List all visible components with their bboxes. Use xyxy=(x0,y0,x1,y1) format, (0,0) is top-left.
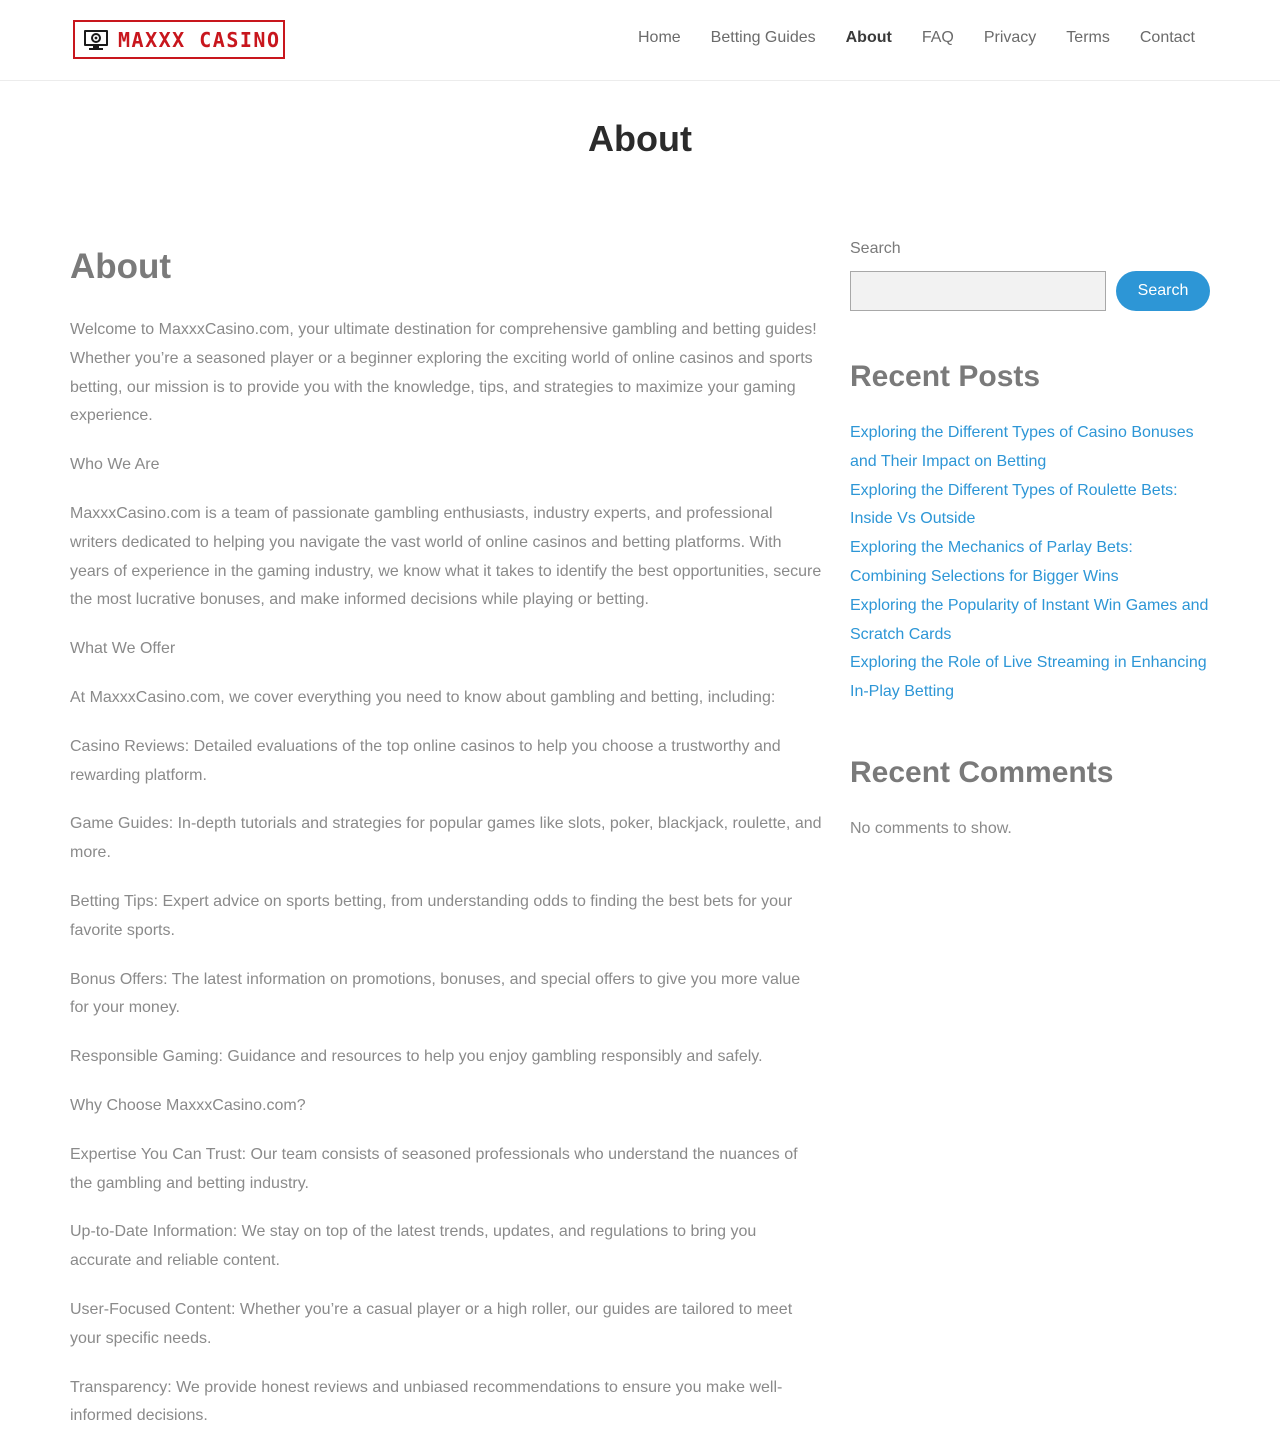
offer-game-guides: Game Guides: In-depth tutorials and strategies for popular games like slots, poker, blackjack, roulette, and more. xyxy=(70,815,822,862)
recent-posts-list xyxy=(850,419,1212,707)
search-button[interactable]: Search xyxy=(1116,271,1210,311)
why-expertise: Expertise You Can Trust: Our team consists of seasoned professionals who understand the nuances of the gambling and betting industry. xyxy=(70,1145,798,1192)
list-item xyxy=(850,649,1212,707)
offer-casino-reviews: Casino Reviews: Detailed evaluations of the top online casinos to help you choose a trustworthy and rewarding platform. xyxy=(70,737,781,784)
offer-bonus-offers: Bonus Offers: The latest information on promotions, bonuses, and special offers to give you more value for your money. xyxy=(70,970,801,1017)
content-heading: About xyxy=(70,247,172,286)
offer-responsible-gaming: Responsible Gaming: Guidance and resources to help you enjoy gambling responsibly and safely. xyxy=(70,1048,763,1066)
why-user-focused: User-Focused Content: Whether you’re a casual player or a high roller, our guides are tailored to meet your specific needs. xyxy=(70,1300,793,1347)
nav-terms[interactable]: Terms xyxy=(1066,29,1110,46)
recent-post-link[interactable]: Exploring the Different Types of Casino Bonuses and Their Impact on Betting xyxy=(850,424,1194,470)
page-title: About xyxy=(588,118,692,159)
nav-contact[interactable]: Contact xyxy=(1139,29,1195,46)
no-comments-text: No comments to show. xyxy=(850,819,1012,837)
section-what-we-offer: What We Offer xyxy=(70,640,176,658)
recent-post-link[interactable]: Exploring the Mechanics of Parlay Bets: Combining Selections for Bigger Wins xyxy=(850,539,1133,585)
recent-posts-title: Recent Posts xyxy=(850,360,1041,393)
site-header xyxy=(0,0,1280,81)
nav-faq[interactable]: FAQ xyxy=(921,29,954,46)
offer-betting-tips: Betting Tips: Expert advice on sports betting, from understanding odds to finding the best bets for your favorite sports. xyxy=(70,892,793,939)
site-logo[interactable] xyxy=(73,20,285,59)
search-label: Search xyxy=(850,240,901,257)
who-we-are-paragraph: MaxxxCasino.com is a team of passionate gambling enthusiasts, industry experts, and professional writers dedicated to helping you navigate the vast world of online casinos and betting platforms. With years of experience in the gaming industry, we know what it takes to identify the best opportunities, secure the most lucrative bonuses, and make informed decisions while playing or betting. xyxy=(70,504,822,609)
logo-text: MAXXX CASINO xyxy=(118,27,281,52)
list-item xyxy=(850,534,1212,592)
recent-comments-title: Recent Comments xyxy=(850,755,1114,789)
sidebar xyxy=(850,237,1212,844)
main-content xyxy=(70,246,822,1451)
offer-intro-paragraph: At MaxxxCasino.com, we cover everything you need to know about gambling and betting, including: xyxy=(70,688,776,706)
nav-home[interactable]: Home xyxy=(637,29,681,46)
section-why-choose: Why Choose MaxxxCasino.com? xyxy=(70,1096,306,1114)
search-form xyxy=(850,271,1212,311)
list-item xyxy=(850,592,1212,650)
recent-post-link[interactable]: Exploring the Role of Live Streaming in Enhancing In-Play Betting xyxy=(850,654,1207,701)
recent-post-link[interactable]: Exploring the Popularity of Instant Win Games and Scratch Cards xyxy=(850,596,1209,643)
recent-post-link[interactable]: Exploring the Different Types of Roulette Bets: Inside Vs Outside xyxy=(850,481,1178,528)
intro-paragraph: Welcome to MaxxxCasino.com, your ultimate destination for comprehensive gambling and betting guides! Whether you’re a seasoned player or a beginner exploring the exciting world of online casinos and sports betting, our mission is to provide you with the knowledge, tips, and strategies to maximize your gaming experience. xyxy=(70,321,817,425)
search-input[interactable] xyxy=(850,271,1106,311)
nav-privacy[interactable]: Privacy xyxy=(983,29,1037,46)
section-who-we-are: Who We Are xyxy=(70,456,160,474)
nav-betting-guides[interactable]: Betting Guides xyxy=(710,29,816,46)
why-transparency: Transparency: We provide honest reviews and unbiased recommendations to ensure you make well-informed decisions. xyxy=(70,1378,783,1425)
why-up-to-date: Up-to-Date Information: We stay on top of the latest trends, updates, and regulations to bring you accurate and reliable content. xyxy=(70,1223,757,1270)
list-item xyxy=(850,477,1212,535)
main-nav xyxy=(608,29,1195,47)
nav-about[interactable]: About xyxy=(845,29,892,46)
monitor-casino-chip-icon xyxy=(83,29,109,51)
list-item xyxy=(850,419,1212,477)
